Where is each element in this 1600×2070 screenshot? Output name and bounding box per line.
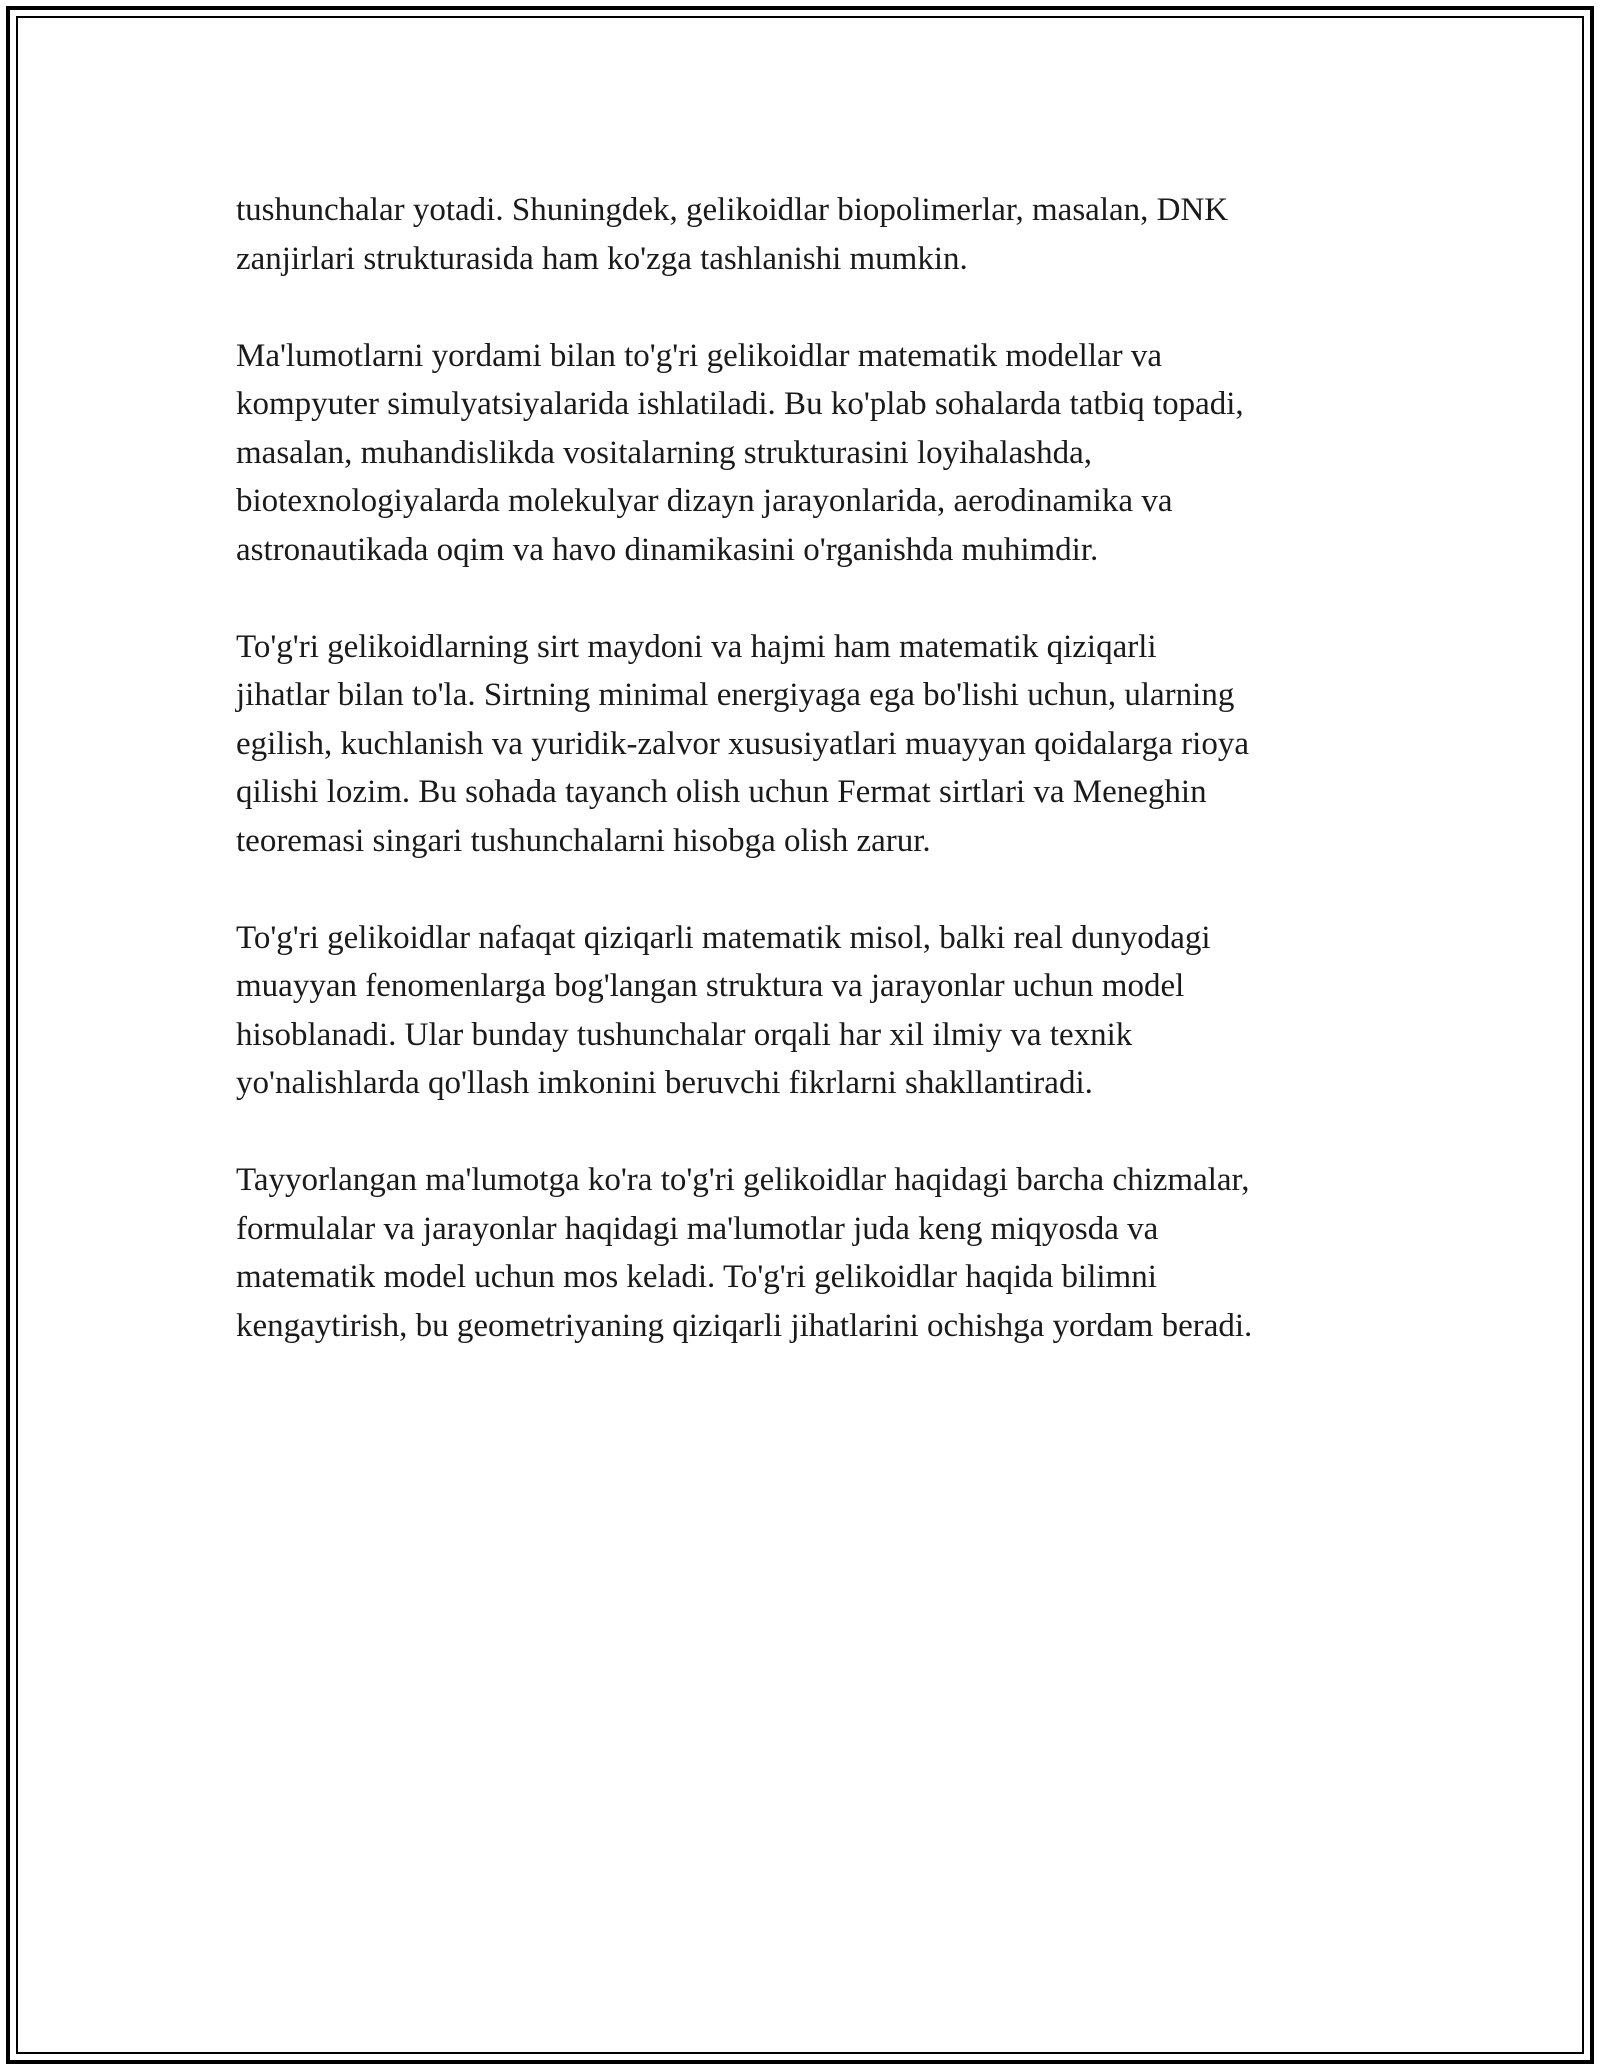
paragraph-5: Tayyorlangan ma'lumotga ko'ra to'g'ri gelikoidlar haqidagi barcha chizmalar, formulalar va jarayonlar haqidagi ma'lumotlar juda keng miqyosda va matematik model uchun mos keladi. To'g'ri gelikoidlar haqida bilimni kengaytirish, bu geometriyaning qiziqarli jihatlarini ochishga yordam beradi. <box>236 1162 1253 1344</box>
paragraph-2: Ma'lumotlarni yordami bilan to'g'ri gelikoidlar matematik modellar va kompyuter simulyatsiyalarida ishlatiladi. Bu ko'plab sohalarda tatbiq topadi, masalan, muhandislikda vositalarning strukturasini loyihalashda, biotexnologiyalarda molekulyar dizayn jarayonlarida, aerodinamika va astronautikada oqim va havo dinamikasini o'rganishda muhimdir. <box>236 337 1244 568</box>
paragraph-3: To'g'ri gelikoidlarning sirt maydoni va hajmi ham matematik qiziqarli jihatlar bilan to'la. Sirtning minimal energiyaga ega bo'lishi uchun, ularning egilish, kuchlanish va yuridik-zalvor xususiyatlari muayyan qoidalarga rioya qilishi lozim. Bu sohada tayanch olish uchun Fermat sirtlari va Meneghin teoremasi singari tushunchalarni hisobga olish zarur. <box>236 628 1249 859</box>
paragraph-4: To'g'ri gelikoidlar nafaqat qiziqarli matematik misol, balki real dunyodagi muayyan fenomenlarga bog'langan struktura va jarayonlar uchun model hisoblanadi. Ular bunday tushunchalar orqali har xil ilmiy va texnik yo'nalishlarda qo'llash imkonini beruvchi fikrlarni shakllantiradi. <box>236 919 1211 1101</box>
document-body <box>236 186 1376 1399</box>
paragraph-1: tushunchalar yotadi. Shuningdek, gelikoidlar biopolimerlar, masalan, DNK zanjirlari strukturasida ham ko'zga tashlanishi mumkin. <box>236 192 1229 277</box>
